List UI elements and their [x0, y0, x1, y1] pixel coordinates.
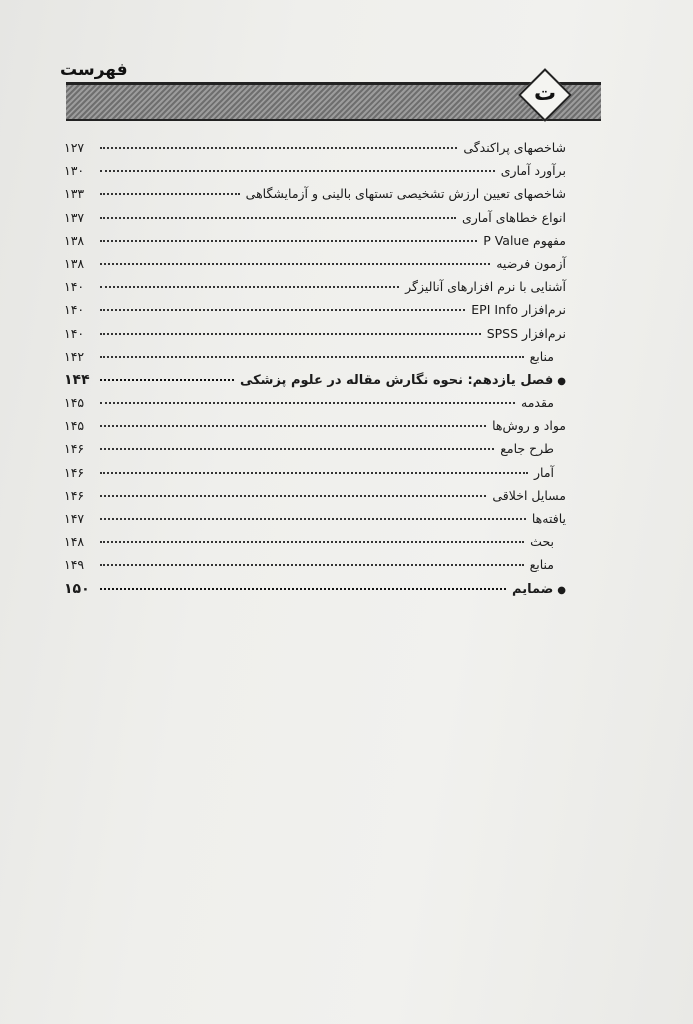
toc-page-number: ۱۳۰ — [64, 163, 85, 179]
toc-entry-text: آمار — [533, 464, 554, 480]
toc-page-number: ۱۵۰ — [64, 580, 90, 597]
toc-entry-title — [462, 210, 566, 225]
dot-leader — [100, 564, 524, 566]
dot-leader — [100, 379, 234, 381]
dot-leader — [100, 286, 399, 288]
toc-chapter-row — [64, 581, 566, 604]
dot-leader — [100, 217, 456, 219]
toc-entry-text: مواد و روش‌ها — [492, 418, 566, 434]
dot-leader — [100, 263, 490, 265]
toc-page-number: ۱۳۸ — [64, 232, 85, 248]
dot-leader — [100, 448, 494, 450]
toc-row — [64, 210, 566, 233]
toc-page-number: ۱۲۷ — [64, 140, 85, 155]
toc-entry-text: ضمایم — [512, 581, 554, 597]
toc-page-number: ۱۴۴ — [64, 371, 90, 388]
toc-entry-text: منابع — [529, 348, 554, 364]
toc-entry-title — [487, 326, 566, 341]
page-letter: ت — [533, 81, 557, 106]
toc-entry-title — [530, 534, 554, 549]
toc-entry-title — [512, 582, 566, 597]
toc-page-number: ۱۴۰ — [64, 279, 85, 295]
page-header-title: فهرست — [60, 60, 128, 80]
dot-leader — [100, 541, 524, 543]
header-band — [66, 82, 601, 121]
toc-row — [64, 302, 566, 325]
toc-row — [64, 186, 566, 209]
toc-entry-title — [240, 373, 566, 388]
toc-entry-text: بحث — [530, 534, 554, 550]
dot-leader — [100, 472, 528, 474]
toc-entry-title — [521, 395, 554, 410]
toc-row — [64, 326, 566, 349]
toc-entry-text: آشنایی با نرم افزارهای آنالیزگر — [405, 279, 566, 295]
toc-row — [64, 534, 566, 557]
toc-row — [64, 488, 566, 511]
toc-page-number: ۱۴۲ — [64, 348, 85, 364]
toc-row — [64, 511, 566, 534]
toc-row — [64, 441, 566, 464]
toc-entry-text: مقدمه — [521, 395, 554, 411]
toc-row — [64, 163, 566, 186]
toc-row — [64, 256, 566, 279]
dot-leader — [100, 356, 524, 358]
toc-entry-text: نرم‌افزار SPSS — [486, 325, 566, 341]
toc-page-number: ۱۴۵ — [64, 418, 85, 434]
toc-entry-text: آزمون فرضیه — [496, 255, 566, 271]
toc-entry-title — [532, 511, 566, 526]
toc-entry-text: منابع — [529, 557, 554, 573]
toc-page-number: ۱۳۸ — [64, 255, 85, 271]
toc-page-number: ۱۴۶ — [64, 487, 85, 503]
toc-row — [64, 233, 566, 256]
toc-entry-title — [496, 256, 566, 271]
toc-entry-title — [500, 441, 554, 456]
dot-leader — [100, 170, 495, 172]
toc-page-number: ۱۴۰ — [64, 302, 85, 318]
toc-page-number: ۱۴۵ — [64, 395, 85, 411]
toc-row — [64, 395, 566, 418]
bullet-icon: ● — [557, 584, 566, 596]
toc-page-number: ۱۳۳ — [64, 186, 85, 202]
dot-leader — [100, 309, 465, 311]
dot-leader — [100, 518, 526, 520]
toc-entry-text: شاخصهای پراکندگی — [463, 140, 566, 155]
toc-entry-title — [405, 279, 566, 294]
toc-entry-title — [501, 163, 566, 178]
toc-page-number: ۱۴۷ — [64, 511, 85, 526]
toc-entry-title — [492, 488, 566, 503]
toc-row — [64, 279, 566, 302]
toc-entry-title — [483, 233, 566, 248]
toc-entry-text: طرح جامع — [500, 441, 554, 457]
dot-leader — [100, 495, 486, 497]
toc-entry-text: یافته‌ها — [531, 511, 566, 526]
toc-row — [64, 418, 566, 441]
toc-entry-title — [530, 557, 554, 572]
dot-leader — [100, 147, 457, 149]
toc-page-number: ۱۳۷ — [64, 209, 85, 225]
toc-entry-title — [471, 302, 566, 317]
toc-entry-text: انواع خطاهای آماری — [461, 209, 566, 225]
toc-page-number: ۱۴۶ — [64, 441, 85, 457]
toc-entry-title — [492, 418, 566, 433]
dot-leader — [100, 402, 515, 404]
toc-entry-title — [534, 465, 554, 480]
toc-chapter-row — [64, 372, 566, 395]
toc-entry-text: مسایل اخلاقی — [492, 487, 566, 503]
toc-entry-text: نرم‌افزار EPI Info — [471, 302, 566, 318]
dot-leader — [100, 240, 477, 242]
table-of-contents — [64, 140, 566, 604]
toc-row — [64, 140, 566, 163]
toc-row — [64, 557, 566, 580]
dot-leader — [100, 333, 481, 335]
toc-entry-text: شاخصهای تعیین ارزش تشخیصی تستهای بالینی و آزمایشگاهی — [245, 186, 566, 202]
bullet-icon: ● — [557, 375, 566, 387]
toc-entry-title — [530, 349, 554, 364]
toc-entry-text: برآورد آماری — [500, 163, 566, 179]
toc-row — [64, 349, 566, 372]
toc-entry-text: مفهوم P Value — [483, 232, 566, 248]
toc-entry-title — [463, 140, 566, 155]
dot-leader — [100, 193, 240, 195]
toc-page-number: ۱۴۹ — [64, 557, 85, 573]
dot-leader — [100, 588, 506, 590]
toc-page-number: ۱۴۸ — [64, 534, 85, 550]
dot-leader — [100, 425, 486, 427]
toc-entry-title — [246, 186, 566, 201]
toc-page-number: ۱۴۶ — [64, 464, 85, 480]
toc-page-number: ۱۴۰ — [64, 325, 85, 341]
toc-entry-text: فصل یازدهم: نحوه نگارش مقاله در علوم پزشکی — [239, 372, 554, 388]
toc-row — [64, 465, 566, 488]
